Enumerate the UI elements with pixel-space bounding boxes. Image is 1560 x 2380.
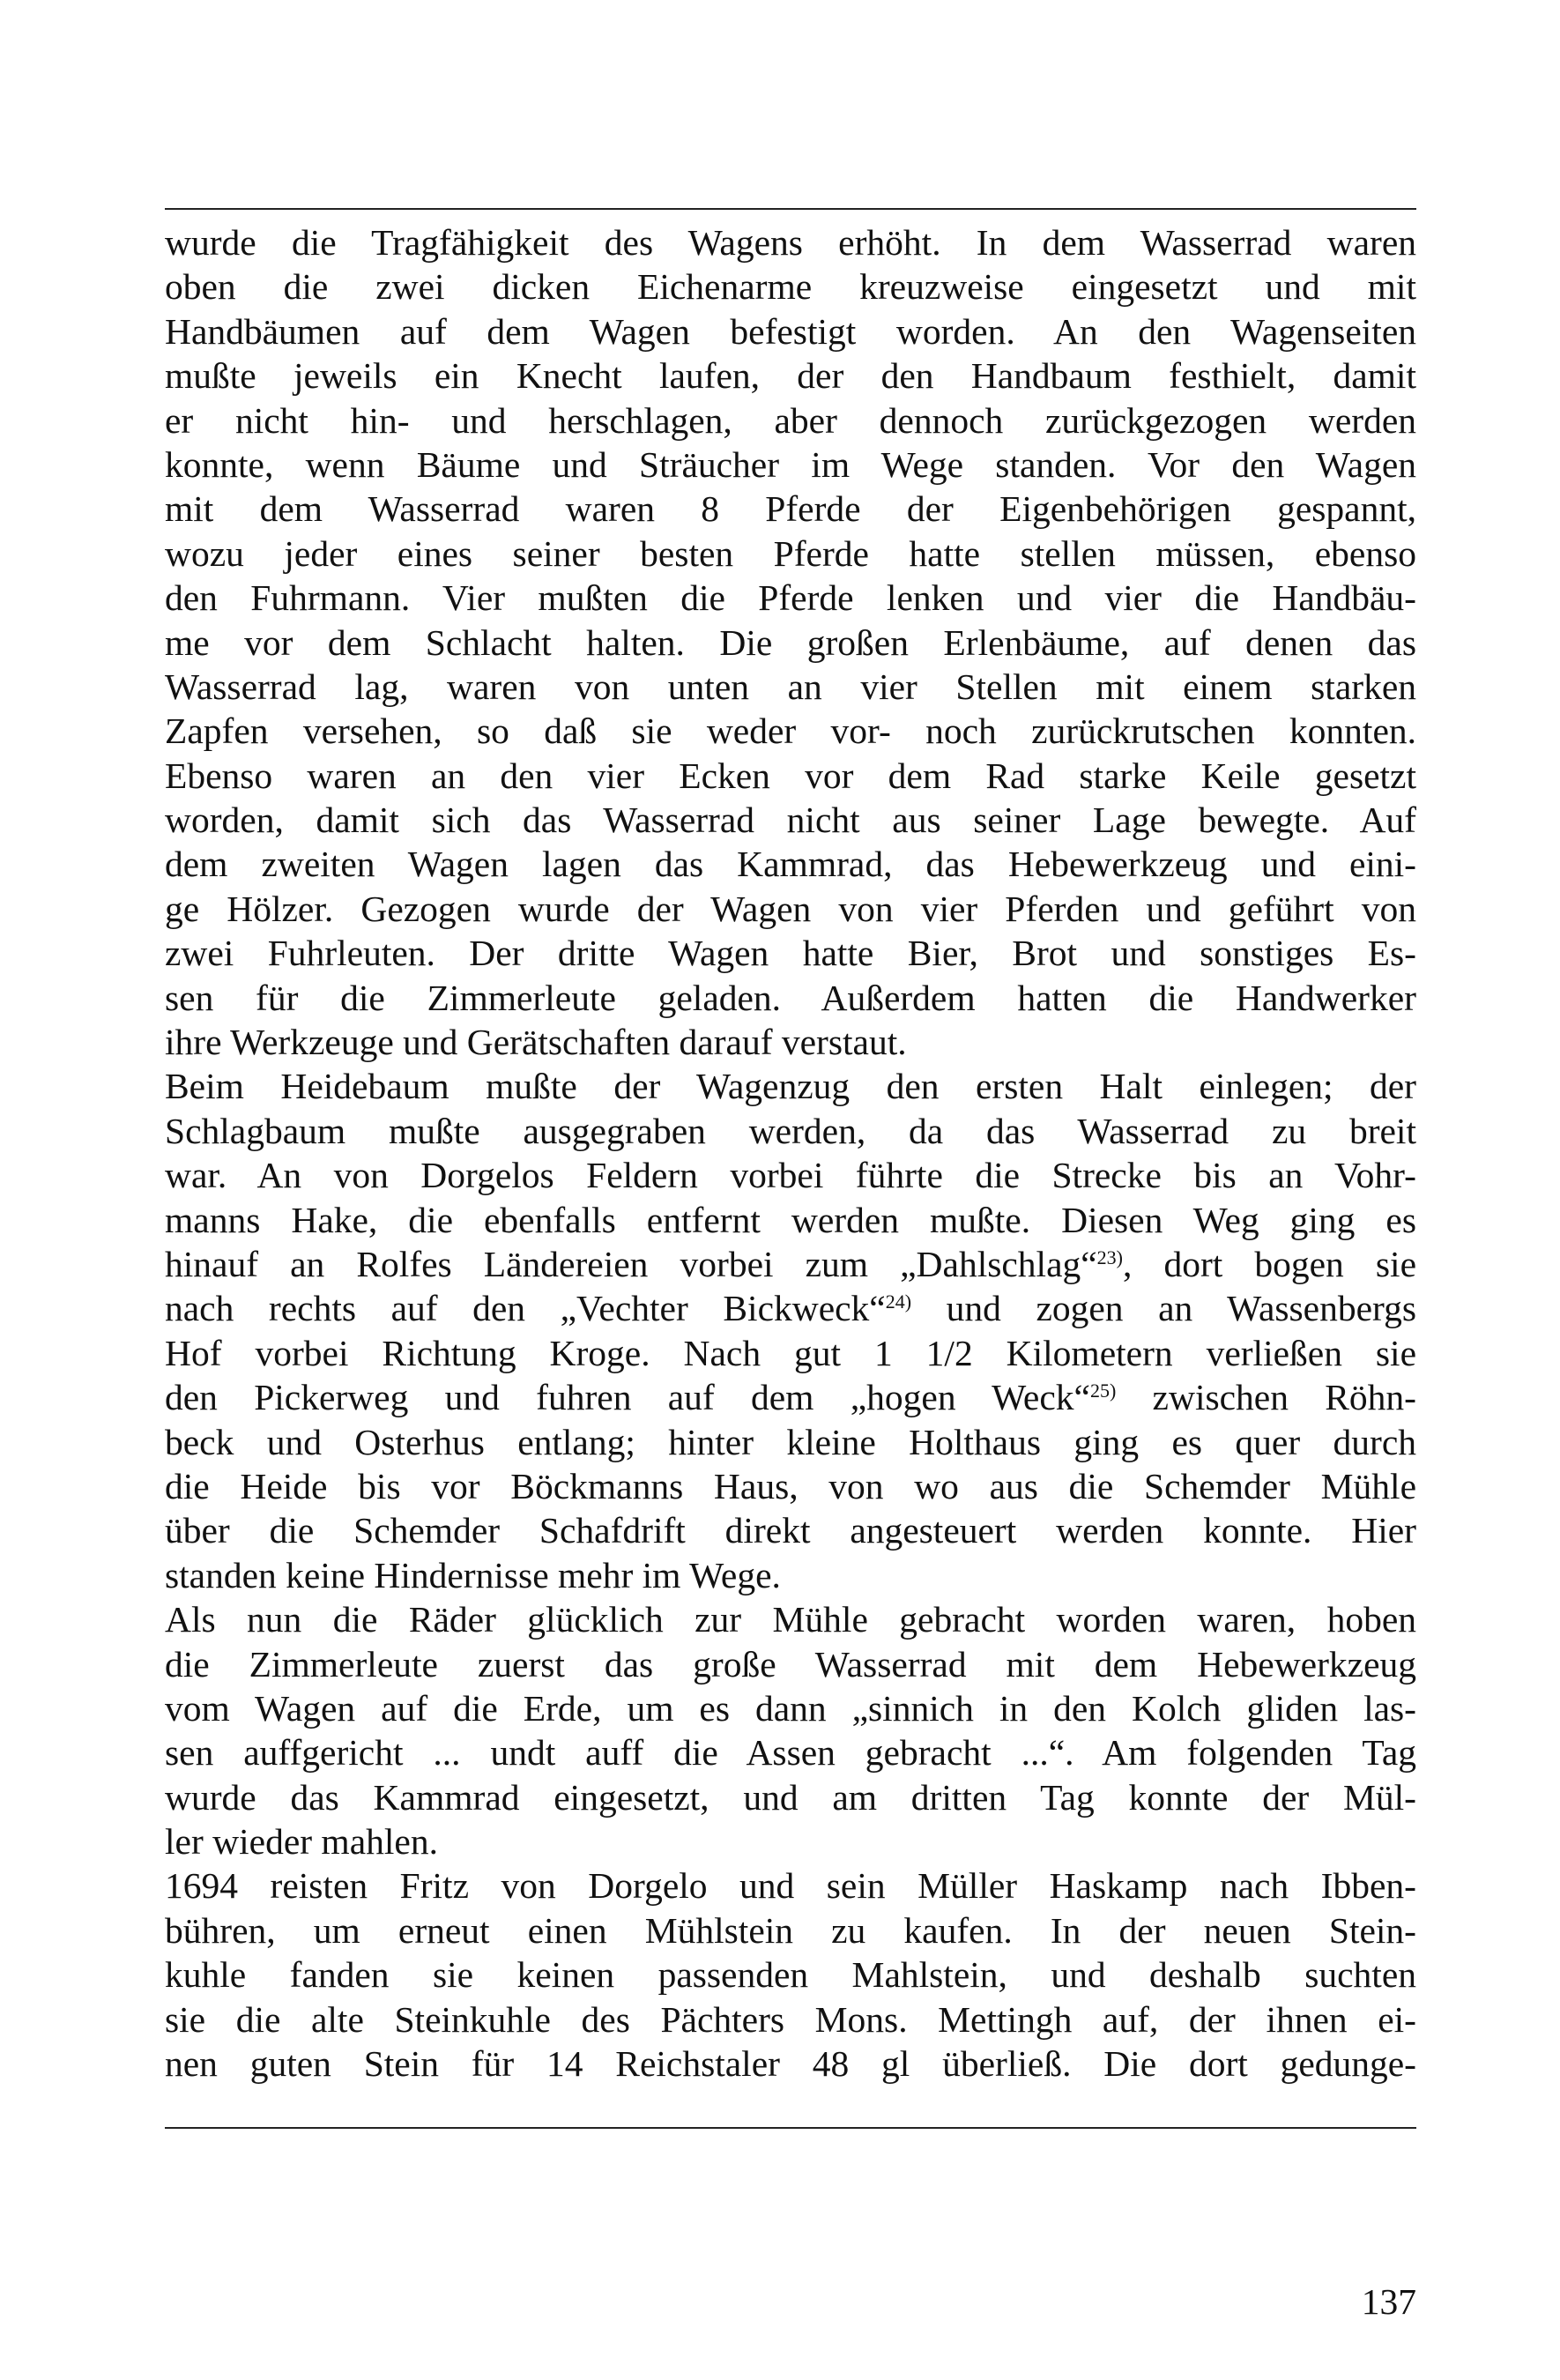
text-line: wozu jeder eines seiner besten Pferde hatte stellen müssen, ebenso — [165, 532, 1416, 574]
text-line: ihre Werkzeuge und Gerätschaften darauf verstaut. — [165, 1022, 907, 1063]
bottom-rule — [165, 2127, 1416, 2129]
text-line: zwei Fuhrleuten. Der dritte Wagen hatte Bier, Brot und sonstiges Es- — [165, 933, 1416, 974]
text-line: ler wieder mahlen. — [165, 1821, 438, 1863]
text-fragment: nach rechts auf den „Vechter Bickweck“ — [165, 1288, 886, 1329]
text-fragment: , dort bogen sie — [1123, 1243, 1416, 1284]
text-line: sen auffgericht ... undt auff die Assen gebracht ...“. Am folgenden Tag — [165, 1732, 1416, 1774]
text-fragment: und zogen an Wassenbergs — [911, 1288, 1416, 1329]
text-line: über die Schemder Schafdrift direkt angesteuert werden konnte. Hier — [165, 1510, 1416, 1551]
footnote-ref: 24) — [885, 1290, 912, 1313]
text-line: die Zimmerleute zuerst das große Wasserrad mit dem Hebewerkzeug — [165, 1643, 1416, 1685]
text-line: manns Hake, die ebenfalls entfernt werden mußte. Diesen Weg ging es — [165, 1199, 1416, 1240]
text-line: kuhle fanden sie keinen passenden Mahlstein, und deshalb suchten — [165, 1954, 1416, 1996]
text-line: ge Hölzer. Gezogen wurde der Wagen von vier Pferden und geführt von — [165, 888, 1416, 929]
text-line: Als nun die Räder glücklich zur Mühle gebracht worden waren, hoben — [165, 1599, 1416, 1640]
text-line: standen keine Hindernisse mehr im Wege. — [165, 1554, 781, 1595]
text-line: mit dem Wasserrad waren 8 Pferde der Eigenbehörigen gespannt, — [165, 488, 1416, 530]
text-line: Wasserrad lag, waren von unten an vier Stellen mit einem starken — [165, 666, 1416, 707]
text-line — [165, 1375, 1416, 1419]
text-line: konnte, wenn Bäume und Sträucher im Wege standen. Vor den Wagen — [165, 443, 1416, 485]
text-line: 1694 reisten Fritz von Dorgelo und sein Müller Haskamp nach Ibben- — [165, 1865, 1416, 1907]
text-line: wurde das Kammrad eingesetzt, und am dritten Tag konnte der Mül- — [165, 1776, 1416, 1818]
text-line: Hof vorbei Richtung Kroge. Nach gut 1 1/2 Kilometern verließen sie — [165, 1332, 1416, 1373]
text-line: er nicht hin- und herschlagen, aber dennoch zurückgezogen werden — [165, 399, 1416, 441]
text-fragment: zwischen Röhn- — [1116, 1377, 1416, 1418]
text-line: den Fuhrmann. Vier mußten die Pferde lenken und vier die Handbäu- — [165, 577, 1416, 619]
text-line: worden, damit sich das Wasserrad nicht aus seiner Lage bewegte. Auf — [165, 800, 1416, 841]
text-fragment: den Pickerweg und fuhren auf dem „hogen Weck“ — [165, 1377, 1090, 1418]
text-line: die Heide bis vor Böckmanns Haus, von wo aus die Schemder Mühle — [165, 1465, 1416, 1506]
text-line: Schlagbaum mußte ausgegraben werden, da das Wasserrad zu breit — [165, 1110, 1416, 1151]
text-line — [165, 1286, 1416, 1330]
text-line — [165, 1242, 1416, 1286]
text-line: wurde die Tragfähigkeit des Wagens erhöht. In dem Wasserrad waren — [165, 222, 1416, 263]
text-line: Ebenso waren an den vier Ecken vor dem Rad starke Keile gesetzt — [165, 755, 1416, 796]
text-line: Handbäumen auf dem Wagen befestigt worden. An den Wagenseiten — [165, 310, 1416, 352]
page-number: 137 — [1361, 2281, 1416, 2322]
footnote-ref: 23) — [1096, 1246, 1123, 1268]
text-line: Beim Heidebaum mußte der Wagenzug den ersten Halt einlegen; der — [165, 1066, 1416, 1107]
top-rule — [165, 208, 1416, 210]
text-line: sie die alte Steinkuhle des Pächters Mons. Mettingh auf, der ihnen ei- — [165, 1998, 1416, 2040]
text-fragment: hinauf an Rolfes Ländereien vorbei zum „Dahlschlag“ — [165, 1243, 1097, 1284]
text-line: me vor dem Schlacht halten. Die großen Erlenbäume, auf denen das — [165, 621, 1416, 663]
footnote-ref: 25) — [1089, 1380, 1117, 1402]
body-text — [165, 220, 1416, 2086]
text-line: bühren, um erneut einen Mühlstein zu kaufen. In der neuen Stein- — [165, 1909, 1416, 1951]
text-line: war. An von Dorgelos Feldern vorbei führte die Strecke bis an Vohr- — [165, 1155, 1416, 1196]
text-line: nen guten Stein für 14 Reichstaler 48 gl überließ. Die dort gedunge- — [165, 2043, 1416, 2085]
text-line: Zapfen versehen, so daß sie weder vor- noch zurückrutschen konnten. — [165, 710, 1416, 752]
text-line: dem zweiten Wagen lagen das Kammrad, das Hebewerkzeug und eini- — [165, 844, 1416, 885]
text-line: oben die zwei dicken Eichenarme kreuzweise eingesetzt und mit — [165, 266, 1416, 308]
text-line: vom Wagen auf die Erde, um es dann „sinnich in den Kolch gliden las- — [165, 1687, 1416, 1729]
text-line: mußte jeweils ein Knecht laufen, der den Handbaum festhielt, damit — [165, 355, 1416, 397]
text-line: sen für die Zimmerleute geladen. Außerdem hatten die Handwerker — [165, 977, 1416, 1018]
text-line: beck und Osterhus entlang; hinter kleine Holthaus ging es quer durch — [165, 1421, 1416, 1462]
